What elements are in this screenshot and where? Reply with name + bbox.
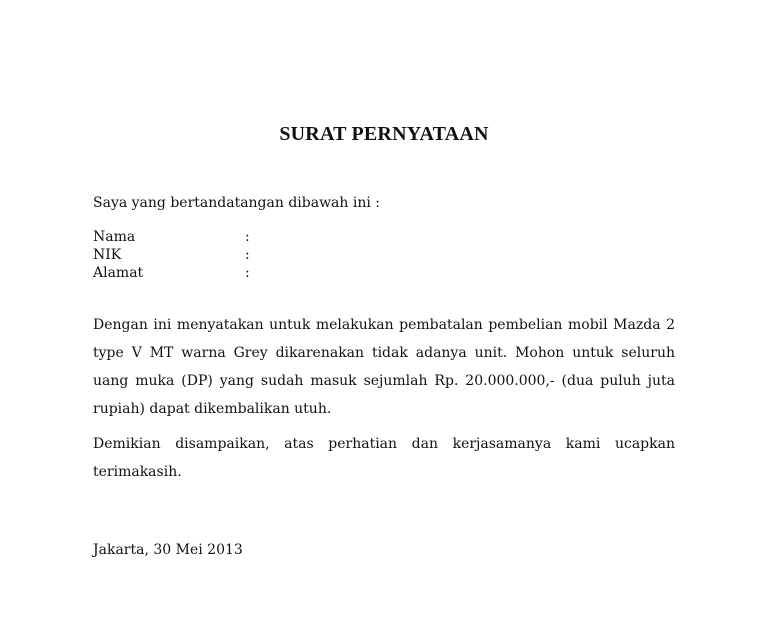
field-row-nik: [93, 246, 393, 264]
place-date: Jakarta, 30 Mei 2013: [93, 542, 243, 558]
field-colon-nik: :: [245, 247, 250, 263]
field-colon-alamat: :: [245, 265, 250, 281]
field-label-alamat: Alamat: [93, 265, 144, 281]
field-label-nik: NIK: [93, 247, 122, 263]
field-row-nama: [93, 228, 393, 246]
identity-fields: [93, 228, 393, 282]
document-title: SURAT PERNYATAAN: [279, 123, 489, 145]
field-row-alamat: [93, 264, 393, 282]
field-label-nama: Nama: [93, 229, 136, 245]
field-colon-nama: :: [245, 229, 250, 245]
intro-statement: Saya yang bertandatangan dibawah ini :: [93, 195, 381, 211]
cancellation-paragraph: Dengan ini menyatakan untuk melakukan pembatalan pembelian mobil Mazda 2 type V MT warna Grey dikarenakan tidak adanya unit. Mohon untuk seluruh uang muka (DP) yang sudah masuk sejumlah Rp. 20.000.000,- (dua puluh juta rupiah) dapat dikembalikan utuh.: [93, 317, 675, 417]
closing-paragraph: Demikian disampaikan, atas perhatian dan kerjasamanya kami ucapkan terimakasih.: [93, 436, 675, 480]
